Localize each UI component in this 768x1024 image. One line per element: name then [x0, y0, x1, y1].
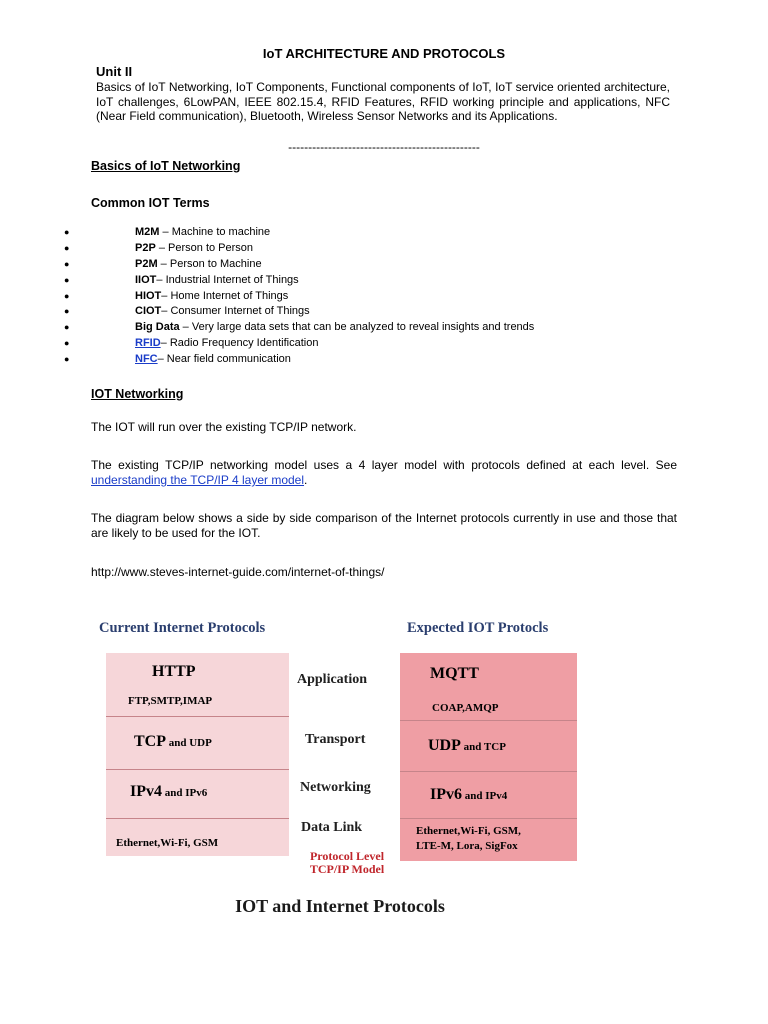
layer-transport: Transport [305, 732, 366, 747]
bullet-icon: ● [64, 354, 70, 365]
list-item [0, 273, 768, 289]
bullet-icon: ● [64, 227, 70, 237]
row-divider [400, 818, 577, 819]
term-sep: – [161, 289, 171, 302]
term-desc: Radio Frequency Identification [169, 337, 319, 350]
rfid-link[interactable]: RFID [135, 337, 161, 350]
diagram-caption: IOT and Internet Protocols [235, 896, 445, 916]
term-abbr: M2M [135, 226, 160, 238]
protocol-ipv4: and IPv4 [462, 790, 508, 802]
term-sep: – [161, 305, 171, 318]
row-divider [400, 771, 577, 772]
row-divider [106, 818, 289, 819]
term-desc: Industrial Internet of Things [165, 273, 299, 286]
term-desc: Machine to machine [171, 226, 271, 238]
term-sep: – [160, 337, 170, 350]
term-desc: Consumer Internet of Things [170, 305, 310, 318]
section-heading-basics: Basics of IoT Networking [91, 159, 241, 173]
section-heading-networking: IOT Networking [91, 387, 184, 401]
bullet-icon: ● [64, 290, 70, 301]
source-url: http://www.steves-internet-guide.com/internet-of-things/ [91, 565, 385, 579]
term-sep: – [155, 241, 169, 254]
list-item [0, 241, 768, 257]
paragraph-diagram-intro: The diagram below shows a side by side comparison of the Internet protocols currently in use and those that are likely to be used for the IOT. [91, 511, 677, 540]
unit-description: Basics of IoT Networking, IoT Components, Functional components of IoT, IoT service oriented architecture, IoT challenges, 6LowPAN, IEEE 802.15.4, RFID Features, RFID working principle and applications, NFC (Near Field communication), Bluetooth, Wireless Sensor Networks and its Applications. [96, 80, 670, 124]
list-item [0, 289, 768, 305]
protocol-ftp-smtp-imap: FTP,SMTP,IMAP [128, 695, 213, 707]
term-abbr: HIOT [135, 289, 162, 302]
bullet-icon: ● [64, 306, 70, 317]
protocol-mqtt: MQTT [430, 665, 479, 682]
separator-line: ------------------------------------------------ [288, 140, 480, 154]
paragraph-tcpip: The IOT will run over the existing TCP/IP network. [91, 420, 357, 434]
bullet-icon: ● [64, 322, 70, 333]
layer-application: Application [297, 672, 368, 687]
protocol-udp: UDP [428, 737, 461, 754]
term-sep: – [157, 353, 167, 366]
term-abbr: P2P [135, 241, 156, 254]
term-desc: Person to Machine [169, 257, 262, 270]
layer-data-link: Data Link [301, 820, 363, 835]
list-item [0, 257, 768, 273]
term-desc: Home Internet of Things [170, 289, 289, 302]
terms-list [0, 225, 768, 368]
term-desc: Near field communication [166, 353, 291, 366]
term-sep: – [157, 257, 170, 270]
term-sep: – [179, 321, 192, 334]
protocol-level-label [292, 850, 402, 876]
term-desc: Very large data sets that can be analyzed to reveal insights and trends [191, 321, 535, 334]
list-item [0, 304, 768, 320]
current-protocols-column [106, 653, 289, 856]
protocol-coap-amqp: COAP,AMQP [432, 702, 499, 714]
protocol-diagram [0, 610, 768, 930]
term-abbr: P2M [135, 257, 158, 270]
unit-heading: Unit II [96, 64, 133, 79]
protocol-http: HTTP [152, 663, 196, 680]
list-item [0, 225, 768, 241]
document-title: IoT ARCHITECTURE AND PROTOCOLS [262, 46, 506, 61]
term-desc: Person to Person [168, 241, 254, 254]
paragraph-layer-model [91, 458, 677, 488]
protocol-tcp: and TCP [460, 741, 506, 753]
nfc-link[interactable]: NFC [135, 353, 158, 366]
protocol-tcp: TCP [134, 733, 166, 750]
protocol-ethernet-wifi-gsm: Ethernet,Wi-Fi, GSM [116, 837, 219, 849]
bullet-icon: ● [64, 274, 70, 285]
protocol-level-line2: TCP/IP Model [309, 862, 385, 876]
diagram-left-title: Current Internet Protocols [99, 620, 266, 636]
section-heading-terms: Common IOT Terms [91, 196, 210, 210]
paragraph-text: The existing TCP/IP networking model uses a 4 layer model with protocols defined at each level. See [91, 458, 677, 472]
list-item [0, 352, 768, 368]
protocol-ipv6: and IPv6 [162, 787, 208, 799]
term-abbr: CIOT [135, 305, 162, 318]
tcpip-model-link[interactable]: understanding the TCP/IP 4 layer model [91, 473, 305, 487]
term-sep: – [156, 273, 166, 286]
bullet-icon: ● [64, 338, 70, 349]
layer-networking: Networking [300, 780, 371, 795]
protocol-level-line1: Protocol Level [309, 849, 385, 863]
row-divider [106, 769, 289, 770]
list-item [0, 336, 768, 352]
expected-iot-protocols-column [400, 653, 577, 861]
protocol-udp: and UDP [166, 737, 212, 749]
term-abbr: Big Data [135, 321, 180, 334]
bullet-icon: ● [64, 258, 70, 269]
bullet-icon: ● [64, 242, 70, 253]
paragraph-end: . [304, 473, 308, 487]
row-divider [400, 720, 577, 721]
protocol-ethernet-wifi-gsm: Ethernet,Wi-Fi, GSM, [416, 825, 521, 837]
protocol-lte-lora-sigfox: LTE-M, Lora, SigFox [416, 840, 518, 852]
row-divider [106, 716, 289, 717]
protocol-ipv4: IPv4 [130, 783, 162, 800]
term-sep: – [159, 226, 172, 238]
protocol-ipv6: IPv6 [430, 786, 462, 803]
term-abbr: IIOT [135, 273, 157, 286]
diagram-right-title: Expected IOT Protocls [407, 620, 549, 636]
list-item [0, 320, 768, 336]
